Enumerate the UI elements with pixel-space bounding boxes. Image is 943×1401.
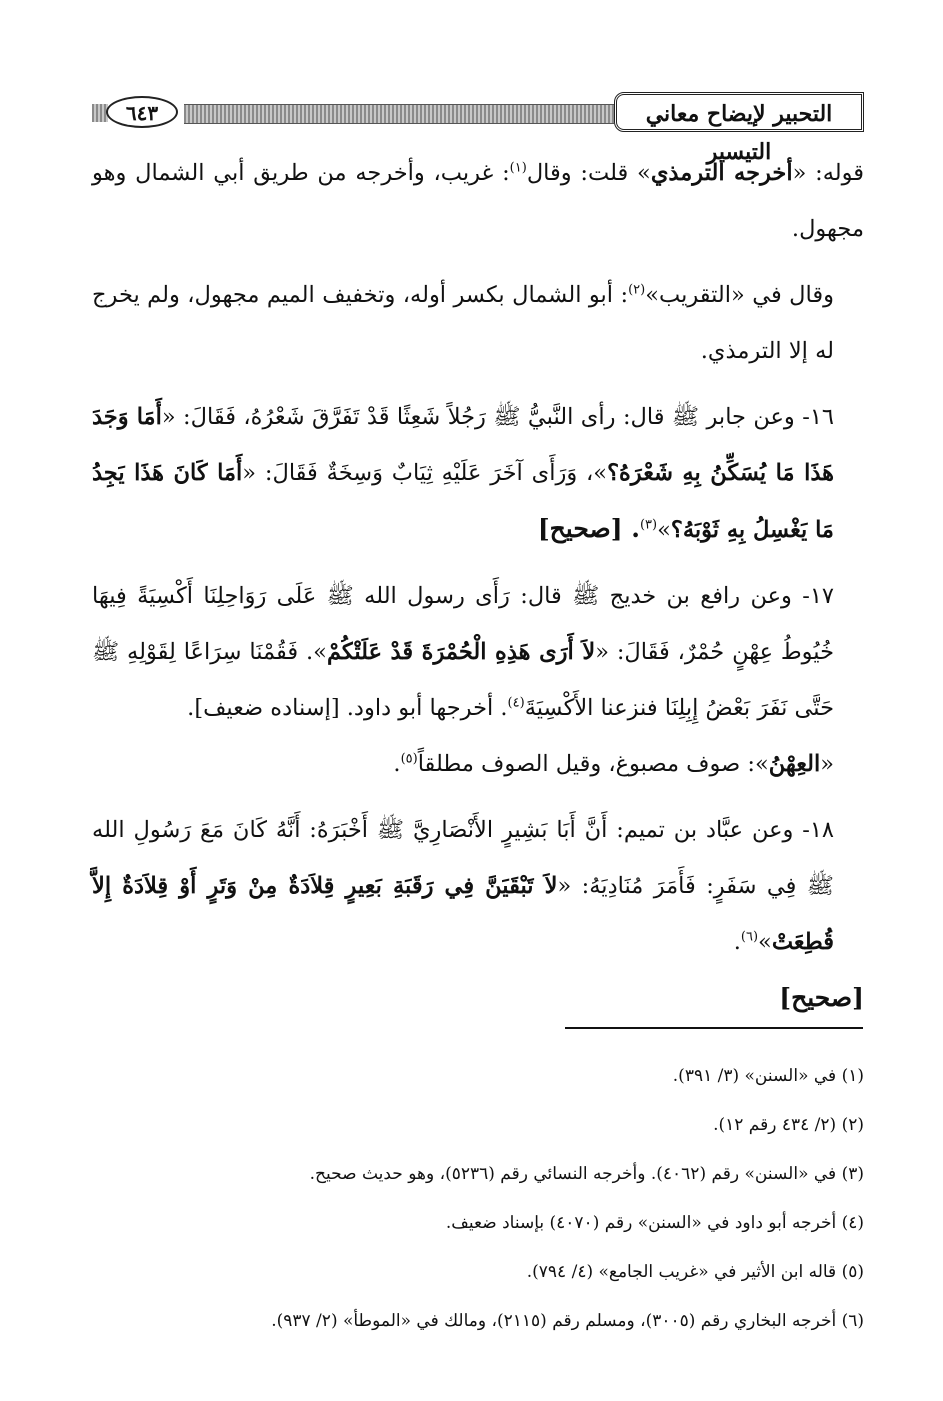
grade-tag: . [صحيح]: [537, 514, 640, 543]
header-band: [184, 104, 614, 124]
hadith-17: ١٧- وعن رافع بن خديج ﷺ قال: رَأَى رسول الله ﷺ عَلَى رَوَاحِلِنَا أَكْسِيَةً فِيهَا خُيُوطُ عِهْنٍ حُمْرٌ، فَقَالَ: «لاَ أَرَى هَذِهِ الْحُمْرَةَ قَدْ عَلَتْكُمْ». فَقُمْنَا سِرَاعًا لِقَوْلِهِ ﷺ حَتَّى نَفَرَ بَعْضُ إِبِلِنَا فنزعنا الأَكْسِيَةَ$^{(٤)}$. أخرجها أبو داود. [إسناده ضعيف].: [92, 583, 834, 721]
hadith-18: ١٨- وعن عبَّاد بن تميم: أَنَّ أَبَا بَشِيرٍ الأَنْصَارِيَّ ﷺ أَخْبَرَهُ: أَنَّهُ كَانَ مَعَ رَسُولِ الله ﷺ فِي سَفَرٍ: فَأَمَرَ مُنَادِيَهُ: «لاَ تَبْقَيَنَّ فِي رَقَبَةِ بَعِيرٍ قِلاَدَةٌ مِنْ وَتَرٍ أَوْ قِلاَدَةٌ إِلاَّ قُطِعَتْ»$^{(٦)}$.: [92, 817, 834, 955]
book-title: التحبير لإيضاح معاني التيسير: [614, 92, 864, 132]
footnote-3: (٣) في «السنن» رقم (٤٠٦٢). وأخرجه النسائي رقم (٥٢٣٦)، وهو حديث صحيح.: [309, 1164, 864, 1184]
footnote-ref-4[interactable]: (٤): [507, 695, 525, 711]
footnote-ref-6[interactable]: (٦): [740, 929, 759, 945]
footnote-ref-5[interactable]: (٥): [400, 751, 418, 767]
footnote-divider: [565, 1027, 863, 1029]
hadith-16: ١٦- وعن جابر ﷺ قال: رأى النَّبيُّ ﷺ رَجُلاً شَعِثًا قَدْ تَفَرَّقَ شَعْرُهُ، فَقَالَ: «أَمَا وَجَدَ هَذَا مَا يُسَكِّنُ بِهِ شَعْرَهُ؟»، وَرَأَى آخَرَ عَلَيْهِ ثِيَابٌ وَسِخَةٌ فَقَالَ: «أَمَا كَانَ هَذَا يَجِدُ مَا يَغْسِلُ بِهِ ثَوْبَهُ؟»$^{(٣)}$. [صحيح]: [92, 404, 835, 543]
page-number: ٦٤٣: [106, 96, 178, 128]
footnote-ref-1[interactable]: (١): [509, 160, 527, 176]
footnote-1: (١) في «السنن» (٣/ ٣٩١).: [672, 1066, 864, 1086]
footnote-2: (٢) (٢/ ٤٣٤ رقم ١٢).: [713, 1115, 864, 1135]
gloss-paragraph: «العِهْنُ»: صوف مصبوغ، وقيل الصوف مطلقاً$^{(٥)}$.: [393, 751, 834, 777]
footnotes: [92, 1052, 864, 1346]
paragraph-2: وقال في «التقريب»$^{(٢)}$: أبو الشمال بكسر أوله، وتخفيف الميم مجهول، ولم يخرج له إلا الترمذي.: [92, 282, 834, 364]
footnote-6: (٦) أخرجه البخاري رقم (٣٠٠٥)، ومسلم رقم (٢١١٥)، ومالك في «الموطأ» (٢/ ٩٣٧).: [271, 1311, 864, 1331]
footnote-ref-3[interactable]: (٣): [639, 517, 658, 533]
paragraph-1: قوله: «أخرجه الترمذي» قلت: وقال$^{(١)}$: غريب، وأخرجه من طريق أبي الشمال وهو مجهول.: [92, 160, 864, 242]
footnote-ref-2[interactable]: (٢): [628, 282, 646, 298]
grade-tag: [صحيح]: [779, 983, 864, 1012]
quoted-source: أخرجه الترمذي: [650, 160, 793, 186]
main-text: [92, 145, 864, 1027]
footnote-4: (٤) أخرجه أبو داود في «السنن» رقم (٤٠٧٠) بإسناد ضعيف.: [445, 1213, 864, 1233]
grade-line: [92, 970, 864, 1027]
footnote-5: (٥) قاله ابن الأثير في «غريب الجامع» (٤/ ٧٩٤).: [526, 1262, 864, 1282]
page-header: [92, 92, 864, 165]
